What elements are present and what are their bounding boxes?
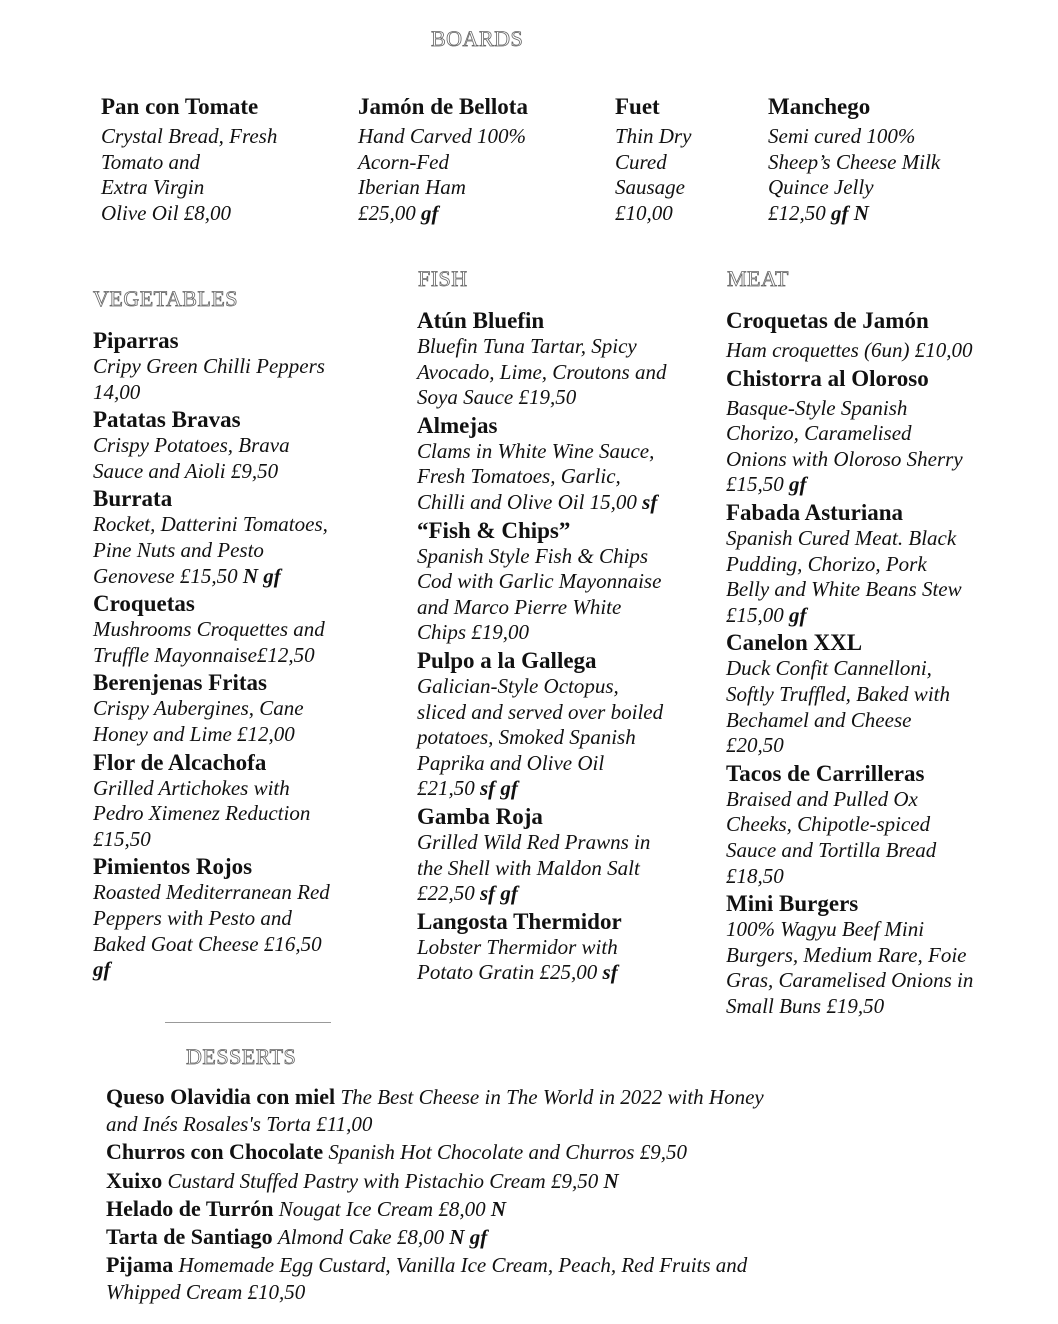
menu-item (93, 328, 331, 405)
fish-list (417, 306, 667, 986)
item-name: Queso Olavidia con miel (106, 1084, 336, 1109)
item-name: Canelon XXL (726, 630, 863, 656)
item-description: Roasted Mediterranean Red Peppers with Pesto and Baked Goat Cheese £16,50 gf (93, 880, 330, 982)
item-description: Spanish Cured Meat. Black Pudding, Chorizo, Pork Belly and White Beans Stew £15,00 gf (726, 525, 962, 627)
desc-line: Sheep’s Cheese Milk (768, 149, 941, 174)
board-item (358, 94, 598, 226)
menu-item (417, 909, 667, 986)
menu-item (726, 308, 974, 364)
desc-line: Sausage (615, 175, 685, 200)
item-description: Basque-Style Spanish Chorizo, Caramelised Onions with Oloroso Sherry £15,50 gf (726, 395, 963, 497)
menu-item (417, 308, 667, 411)
item-name: Flor de Alcachofa (93, 749, 267, 775)
menu-item (106, 1251, 786, 1306)
item-description (358, 124, 598, 226)
item-name: Patatas Bravas (93, 407, 241, 433)
desc-line: Quince Jelly (768, 175, 874, 200)
diet-tags: sf (602, 960, 618, 985)
diet-tags: N (490, 1196, 507, 1221)
item-description: Spanish Hot Chocolate and Churros £9,50 (328, 1140, 687, 1165)
item-description: Lobster Thermidor with Potato Gratin £25,00 sf (417, 934, 618, 985)
menu-item (417, 648, 667, 802)
board-item (768, 94, 1018, 226)
vegetables-heading: VEGETABLES (93, 286, 239, 311)
divider (165, 1022, 331, 1023)
item-name: Almejas (417, 412, 498, 438)
item-description: Cripy Green Chilli Peppers 14,00 (93, 354, 325, 404)
menu-item (106, 1138, 786, 1166)
menu-item (417, 804, 667, 907)
item-description: Bluefin Tuna Tartar, Spicy Avocado, Lime, Croutons and Soya Sauce £19,50 (417, 334, 667, 410)
desc-line: Thin Dry (615, 124, 692, 148)
item-description: Nougat Ice Cream £8,00 (278, 1196, 486, 1221)
desc-line: Olive Oil £8,00 (101, 200, 232, 225)
diet-tags: N gf (242, 563, 281, 588)
item-description: The Best Cheese in The World in 2022 with Honey and Inés Rosales's Torta £11,00 (106, 1085, 764, 1137)
diet-tags: sf (642, 489, 658, 514)
menu-item (93, 407, 331, 484)
item-description: Grilled Wild Red Prawns in the Shell with Maldon Salt £22,50 sf gf (417, 829, 651, 906)
item-name: Jamón de Bellota (358, 94, 528, 119)
item-description: Braised and Pulled Ox Cheeks, Chipotle-spiced Sauce and Tortilla Bread £18,50 (726, 786, 937, 888)
menu-item (726, 891, 974, 1019)
diet-tags: N gf (449, 1225, 488, 1250)
diet-tags: N (603, 1168, 619, 1193)
desc-line: Semi cured 100% (768, 124, 916, 148)
item-description: Rocket, Datterini Tomatoes, Pine Nuts and Pesto Genovese £15,50 N gf (93, 512, 328, 588)
menu-item (106, 1223, 786, 1251)
item-description: Mushrooms Croquettes and Truffle Mayonnaise£12,50 (93, 617, 325, 667)
item-name: Pulpo a la Gallega (417, 647, 597, 673)
fish-heading: FISH (418, 266, 468, 291)
desc-line: Acorn-Fed (358, 149, 449, 174)
desc-line: Hand Carved 100% (358, 124, 526, 148)
item-name: Gamba Roja (417, 803, 543, 829)
item-name: Pan con Tomate (101, 94, 259, 119)
diet-tags: gf N (831, 200, 869, 225)
item-description: Galician-Style Octopus, sliced and served over boiled potatoes, Smoked Spanish Paprika and Olive Oil £21,50 sf gf (417, 673, 664, 801)
diet-tags: sf gf (480, 776, 518, 801)
menu-item (726, 761, 974, 889)
item-name: Burrata (93, 486, 173, 512)
menu-item (106, 1083, 786, 1138)
desc-line: Iberian Ham (358, 175, 466, 200)
item-name: Pimientos Rojos (93, 854, 253, 880)
diet-tags: sf gf (480, 881, 518, 906)
item-name: Tacos de Carrilleras (726, 760, 925, 786)
menu-item (93, 670, 331, 747)
item-name: Helado de Turrón (106, 1195, 274, 1221)
item-description (768, 124, 1018, 226)
desc-line: £25,00 gf (358, 200, 439, 225)
menu-item (93, 750, 331, 853)
item-name: Chistorra al Oloroso (726, 365, 929, 391)
desserts-list (106, 1083, 786, 1307)
meat-heading: MEAT (727, 266, 789, 291)
item-name: Piparras (93, 328, 179, 353)
vegetables-list (93, 326, 331, 983)
menu-item (93, 486, 331, 589)
item-description: Homemade Egg Custard, Vanilla Ice Cream, Peach, Red Fruits and Whipped Cream £10,50 (106, 1253, 748, 1305)
boards-heading: BOARDS (431, 26, 524, 51)
desc-line: Cured (615, 149, 667, 174)
item-description: Crispy Aubergines, Cane Honey and Lime £12,00 (93, 696, 304, 746)
diet-tags: gf (93, 957, 111, 982)
menu-item (106, 1195, 786, 1223)
item-name: Fabada Asturiana (726, 499, 904, 525)
diet-tags: gf (789, 602, 807, 627)
item-name: Manchego (768, 94, 871, 119)
diet-tags: gf (421, 200, 439, 225)
item-name: Tarta de Santiago (106, 1224, 273, 1250)
menu-item (93, 591, 331, 668)
item-description: Ham croquettes (6un) £10,00 (726, 338, 973, 362)
item-name: Mini Burgers (726, 891, 859, 917)
item-name: Pijama (106, 1252, 174, 1278)
item-name: “Fish & Chips” (417, 517, 571, 543)
item-description: Custard Stuffed Pastry with Pistachio Cream £9,50 (167, 1168, 599, 1193)
desc-line: £12,50 gf N (768, 200, 869, 225)
item-description: Duck Confit Cannelloni, Softly Truffled, Baked with Bechamel and Cheese £20,50 (726, 656, 950, 758)
item-description: Grilled Artichokes with Pedro Ximenez Reduction £15,50 (93, 775, 311, 851)
item-description: Crispy Potatoes, Brava Sauce and Aioli £9,50 (93, 433, 290, 483)
board-item (101, 94, 341, 226)
menu-item (417, 413, 667, 516)
item-description: Spanish Style Fish & Chips Cod with Garlic Mayonnaise and Marco Pierre White Chips £19,00 (417, 543, 662, 645)
menu-item (106, 1167, 786, 1195)
item-description (615, 124, 755, 226)
board-item (615, 94, 755, 226)
menu-item (726, 366, 974, 498)
diet-tags: gf (789, 472, 807, 497)
menu-item (726, 500, 974, 628)
meat-list (726, 306, 974, 1019)
item-description (101, 124, 341, 226)
item-name: Fuet (615, 94, 660, 119)
item-name: Langosta Thermidor (417, 908, 622, 934)
desc-line: Extra Virgin (101, 175, 205, 200)
desc-line: Tomato and (101, 149, 201, 174)
desserts-heading: DESSERTS (186, 1044, 297, 1069)
item-name: Berenjenas Fritas (93, 670, 267, 696)
desc-line: Crystal Bread, Fresh (101, 124, 278, 148)
item-description: Almond Cake £8,00 (277, 1225, 445, 1250)
menu-item (417, 518, 667, 646)
item-name: Churros con Chocolate (106, 1139, 324, 1165)
desc-line: £10,00 (615, 200, 673, 225)
item-name: Croquetas de Jamón (726, 308, 929, 333)
menu-item (93, 854, 331, 982)
item-name: Xuixo (106, 1167, 163, 1193)
menu-item (726, 630, 974, 758)
item-name: Atún Bluefin (417, 308, 545, 333)
item-description: Clams in White Wine Sauce, Fresh Tomatoes, Garlic, Chilli and Olive Oil 15,00 sf (417, 438, 658, 514)
item-description: 100% Wagyu Beef Mini Burgers, Medium Rare, Foie Gras, Caramelised Onions in Small Buns £19,50 (726, 917, 974, 1018)
item-name: Croquetas (93, 591, 195, 617)
